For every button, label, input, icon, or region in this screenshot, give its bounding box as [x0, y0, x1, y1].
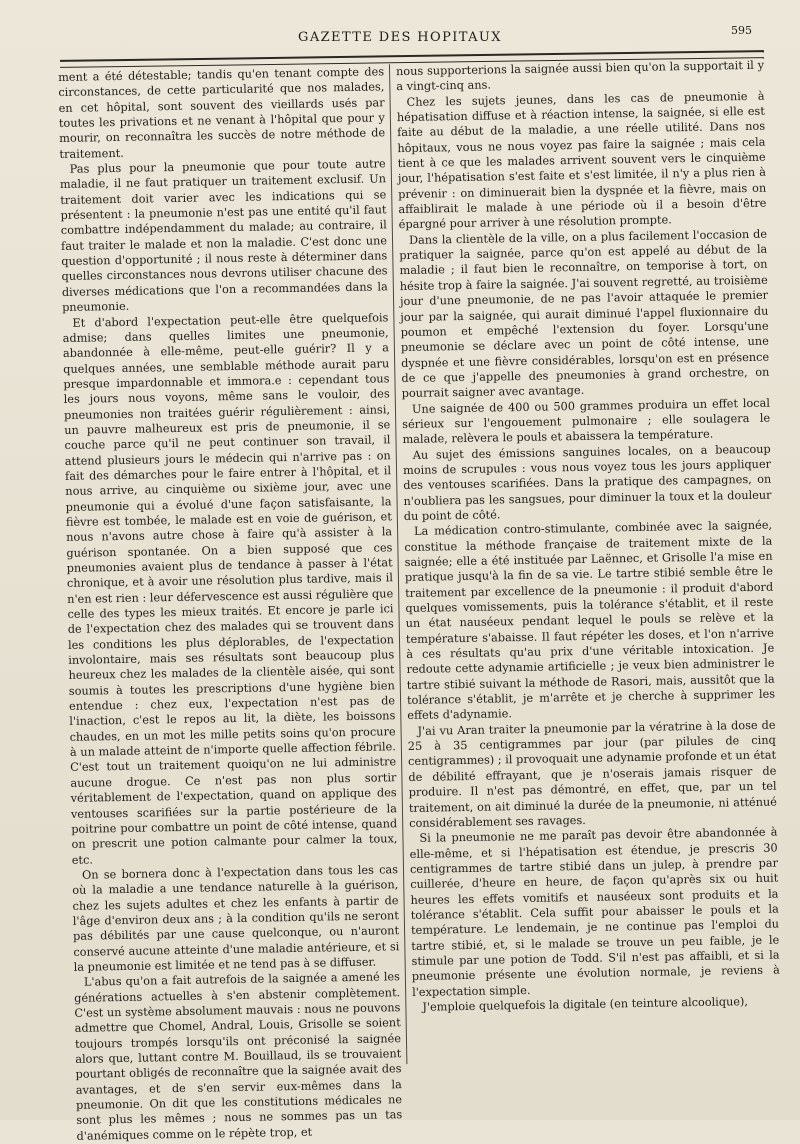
paragraph: L'abus qu'on a fait autrefois de la saignée a amené les générations actuelles à s'en abstenir complètement. C'est un système absolument mauvais : nous ne pouvons admettre que Chomel, Andral, Louis, Grisolle se soient toujours trompés lorsqu'ils ont préconisé la saignée alors que, luttant contre M. Bouillaud, ils se trouvaient pourtant obligés de reconnaître que la saignée avait des avantages, et de s'en servir eux-mêmes dans la pneumonie. On dit que les constitutions médicales ne sont plus les mêmes ; nous ne sommes pas un tas d'anémiques comme on le répète trop, et	[74, 970, 403, 1143]
paragraph: On se bornera donc à l'expectation dans tous les cas où la maladie a une tendance naturelle à la guérison, chez les sujets adultes et chez les enfants à partir de l'âge d'environ deux ans ; à la condition qu'ils ne seront pas débilités par une cause quelconque, ou n'auront conservé aucune atteinte d'une maladie antérieure, et si la pneumonie est limitée et ne tend pas à se diffuser.	[72, 863, 400, 974]
paragraph: Si la pneumonie ne me paraît pas devoir être abandonnée à elle-même, et si l'hépatisation est étendue, je prescris 30 centigrammes de tartre stibié dans un julep, à prendre par cuillerée, d'heure en heure, de façon qu'après six ou huit heures les effets vomitifs et nauséeux sont produits et la tolérance s'établit. Cela suffit pour abaisser le pouls et la température. Le lendemain, je ne continue pas l'emploi du tartre stibié, et, si le malade se trouve un peu faible, je le stimule par une potion de Todd. S'il n'est pas affaibli, et si la pneumonie présente une évolution normale, je reviens à l'expectation simple.	[409, 825, 780, 999]
page-number: 595	[731, 24, 752, 37]
paragraph: Dans la clientèle de la ville, on a plus facilement l'occasion de pratiquer la saignée, parce qu'on est appelé au début de la maladie ; il faut bien le reconnaître, on temporise à tort, on hésite trop à faire la saignée. J'ai souvent regretté, au troisième jour d'une pneumonie, de ne pas l'avoir attaquée le premier jour par la saignée, qui aurait diminué l'appel fluxionnaire du poumon et empêché l'extension du foyer. Lorsqu'une pneumonie se déclare avec un point de côté intense, une dyspnée et une fièvre considérables, lorsqu'on est en présence de ce que j'appelle des pneumonies à grand orchestre, on pourrait saigner avec avantage.	[399, 227, 770, 401]
left-column	[58, 64, 403, 1144]
paragraph: La médication contro-stimulante, combinée avec la saignée, constitue la méthode française de traitement mixte de la saignée; elle a été instituée par Laënnec, et Grisolle l'a mise en pratique jusqu'à la fin de sa vie. Le tartre stibié semble être le traitement par excellence de la pneumonie : il produit d'abord quelques vomissements, puis la tolérance s'établit, et il reste un état nauséeux pendant lequel le pouls se relève et la température s'abaisse. Il faut répéter les doses, et l'on n'arrive à ces résultats qu'au prix d'une véritable intoxication. Je redoute cette adynamie artificielle ; je veux bien administrer le tartre stibié suivant la méthode de Rasori, mais, aussitôt que la tolérance s'établit, je m'arrête et je cherche à supprimer les effets d'adynamie.	[404, 518, 776, 723]
paragraph: Et d'abord l'expectation peut-elle être quelquefois admise; dans quelles limites une pneumonie, abandonnée à elle-même, peut-elle guérir? Il y a quelques années, une semblable méthode aurait paru presque impardonnable et immora.e : cependant tous les jours nous voyons, même sans le vouloir, des pneumonies non traitées guérir régulièrement : ainsi, un pauvre malheureux est pris de pneumonie, il se couche parce qu'il ne peut continuer son travail, il attend plusieurs jours le médecin qui n'arrive pas : on fait des démarches pour le faire entrer à l'hôpital, et il nous arrive, au cinquième ou sixième jour, avec une pneumonie qui a évolué d'une façon satisfaisante, la fièvre est tombée, le malade est en voie de guérison, et nous n'avons autre chose à faire qu'à assister à la guérison spontanée. On a bien supposé que ces pneumonies avaient plus de tendance à passer à l'état chronique, et à avoir une résolution plus tardive, mais il n'en est rien : leur défervescence est aussi régulière que celle des types les mieux traités. Et encore je parle ici de l'expectation chez des malades qui se trouvent dans les conditions les plus déplorables, de l'expectation involontaire, mais ses résultats sont beaucoup plus heureux chez les malades de la clientèle aisée, qui sont soumis à toutes les prescriptions d'une hygiène bien entendue : chez eux, l'expectation n'est pas de l'inaction, c'est le repos au lit, la diète, les boissons chaudes, en un mot les mille petits soins qu'on procure à un malade atteint de n'importe quelle affection fébrile. C'est tout un traitement quoiqu'on ne lui administre aucune drogue. Ce n'est pas non plus sortir véritablement de l'expectation, quand on applique des ventouses scarifiées sur la partie postérieure de la poitrine pour combattre un point de côté intense, quand on prescrit une potion calmante pour calmer la toux, etc.	[62, 310, 398, 867]
journal-title: GAZETTE DES HOPITAUX	[298, 30, 502, 45]
paragraph: ment a été détestable; tandis qu'en tenant compte des circonstances, de cette particularité que nos malades, en cet hôpital, sont souvent des vieillards usés par toutes les privations et ne venant à l'hôpital que pour y mourir, on reconnaîtra les succès de notre méthode de traitement.	[58, 65, 386, 161]
paragraph: Pas plus pour la pneumonie que pour toute autre maladie, il ne faut pratiquer un traitement exclusif. Un traitement doit varier avec les indications qui se présentent : la pneumonie n'est pas une entité qu'il faut combattre indépendamment du malade; au contraire, il faut traiter le malade et non la maladie. C'est donc une question d'opportunité ; il nous reste à déterminer dans quelles circonstances nous devrons utiliser chacune des diverses médications que l'on a recommandées dans la pneumonie.	[59, 157, 388, 315]
running-head	[0, 24, 800, 52]
right-column	[396, 58, 781, 1016]
paragraph: Une saignée de 400 ou 500 grammes produira un effet local sérieux sur l'engouement pulmonaire ; elle soulagera le malade, relèvera le pouls et abaissera la température.	[402, 396, 771, 447]
paragraph: Au sujet des émissions sanguines locales, on a beaucoup moins de scrupules : vous nous voyez tous les jours appliquer des ventouses scarifiées. Dans la pratique des campagnes, on n'oubliera pas les sangsues, pour diminuer la toux et la douleur du point de côté.	[402, 442, 772, 523]
paragraph: Chez les sujets jeunes, dans les cas de pneumonie à hépatisation diffuse et à réaction intense, la saignée, si elle est faite au début de la maladie, a une réelle utilité. Dans nos hôpitaux, vous ne nous voyez pas faire la saignée ; mais cela tient à ce que les malades arrivent souvent vers le cinquième jour, l'hépatisation s'est faite et s'est limitée, il n'y a plus rien à prévenir : on diminuerait bien la dyspnée et la fièvre, mais on affaiblirait le malade à une période où il a besoin d'être épargné pour arriver à une résolution prompte.	[396, 89, 767, 232]
paragraph: J'emploie quelquefois la digitale (en teinture alcoolique),	[422, 995, 749, 1014]
text-columns	[58, 58, 786, 1143]
paragraph: J'ai vu Aran traiter la pneumonie par la vératrine à la dose de 25 à 35 centigrammes par jour (par pilules de cinq centigrammes) ; il provoquait une adynamie profonde et un état de débilité effrayant, que je n'oserais jamais risquer de produire. Il n'est pas démontré, en effet, que, par un tel traitement, on ait diminué la durée de la pneumonie, ni atténué considérablement ses ravages.	[407, 718, 777, 830]
paragraph: nous supporterions la saignée aussi bien qu'on la supportait il y a vingt-cinq ans.	[395, 58, 765, 94]
